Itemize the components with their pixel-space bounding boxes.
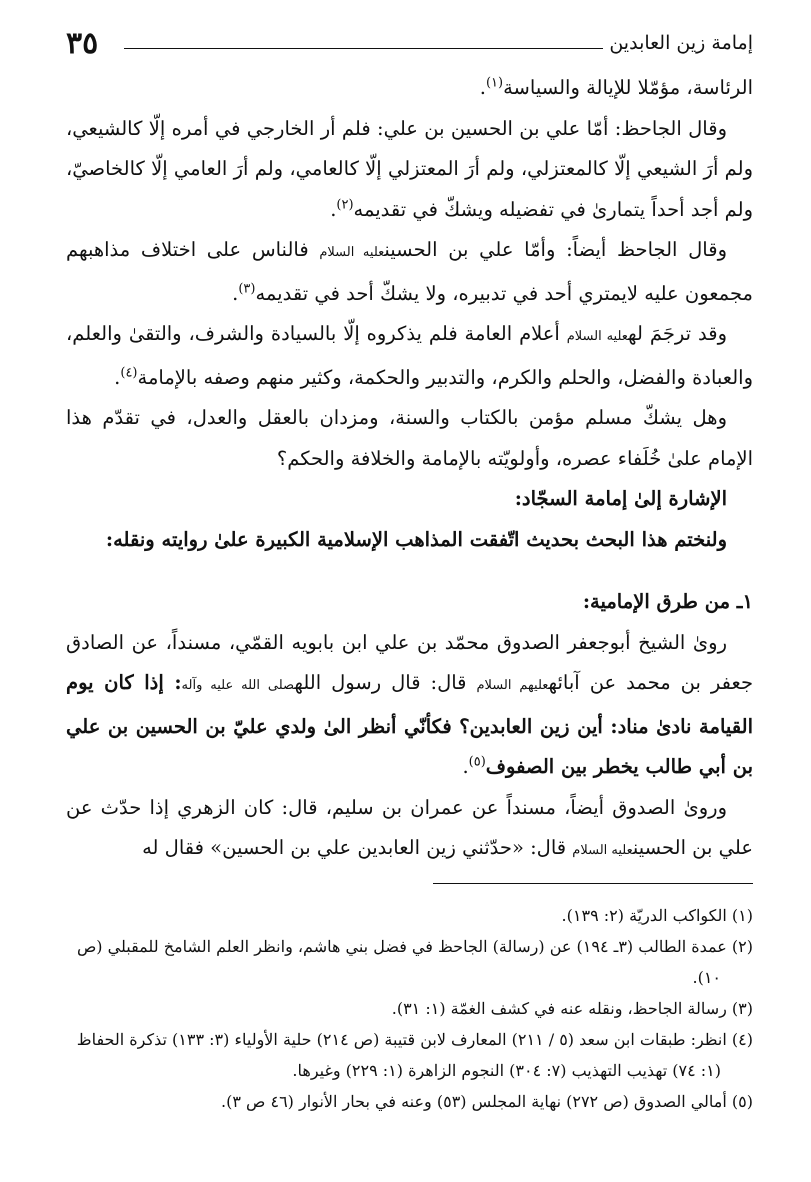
footnote-ref-5: (٥) bbox=[468, 754, 486, 770]
spacer bbox=[66, 560, 753, 582]
footnote-separator bbox=[433, 883, 753, 884]
header-rule bbox=[124, 48, 603, 49]
paragraph-2: وقال الجاحظ: أمّا علي بن الحسين بن علي: فلم أر الخارجي في أمره إلّا كالشيعي، ولم أرَ الشيعي إلّا كالمعتزلي، ولم أرَ المعتزلي إلّا كالعامي، ولم أرَ العامي إلّا كالخاصيّ، ولم أجد أحداً يتمارىٰ في تفضيله ويشكّ في تقديمه$^{(٢)}$. bbox=[66, 116, 753, 221]
paragraph-5: وهل يشكّ مسلم مؤمن بالكتاب والسنة، ومزدان بالعقل والعدل، في تقدّم هذا الإمام علىٰ خُلَفاء عصره، وأولويّته بالإمامة والخلافة والحكم؟ bbox=[66, 406, 753, 470]
book-page bbox=[66, 28, 753, 1162]
paragraph-4: وقد ترجَمَ لهعليه السلام أعلام العامة فلم يذكروه إلّا بالسيادة والشرف، والتقىٰ والعلم، والعبادة والفضل، والحلم والكرم، والتدبير والحكمة، وكثير منهم وصفه بالإمامة$^{(٤)}$. bbox=[66, 322, 753, 389]
salutation: عليه السلام bbox=[566, 329, 629, 344]
page-number: ٣٥ bbox=[66, 26, 99, 61]
section-heading: الإشارة إلىٰ إمامة السجّاد: bbox=[514, 487, 727, 510]
footnote-ref-2: (٢) bbox=[336, 197, 354, 212]
footnotes bbox=[66, 900, 753, 1117]
paragraph-8: وروىٰ الصدوق أيضاً، مسنداً عن عمران بن سليم، قال: كان الزهري إذا حدّث عن علي بن الحسينعليه السلام قال: «حدّثني زين العابدين علي بن الحسين» فقال له bbox=[66, 795, 753, 859]
salutation: عليه السلام bbox=[319, 245, 385, 260]
footnote-3: (٣) رسالة الجاحظ، ونقله عنه في كشف الغمّة (١: ٣١). bbox=[391, 999, 753, 1018]
salutation: صلى الله عليه وآله bbox=[181, 678, 295, 693]
running-title: إمامة زين العابدين bbox=[609, 32, 753, 54]
paragraph-6: ولنختم هذا البحث بحديث اتّفقت المذاهب الإسلامية الكبيرة علىٰ روايته ونقله: bbox=[105, 527, 727, 551]
footnote-ref-1: (١) bbox=[485, 75, 504, 91]
paragraph-1: الرئاسة، مؤمّلا للإيالة والسياسة$^{(١)}$. bbox=[479, 75, 753, 99]
paragraph-7: روىٰ الشيخ أبوجعفر الصدوق محمّد بن علي ابن بابويه القمّي، مسنداً، عن الصادق جعفر بن محمد عن آبائهعليهم السلام قال: قال رسول اللهصلى الله عليه وآله: إذا كان يوم القيامة نادىٰ مناد: أين زين العابدين؟ فكأنّي أنظر الىٰ ولدي عليّ بن الحسين بن علي بن أبي طالب يخطر بين الصفوف$^{(٥)}$. bbox=[66, 630, 754, 778]
footnote-2: (٢) عمدة الطالب (٣ـ ١٩٤) عن (رسالة) الجاحظ في فضل بني هاشم، وانظر العلم الشامخ للمقبلي (ص ١٠). bbox=[76, 937, 753, 987]
footnote-ref-4: (٤) bbox=[120, 365, 138, 380]
body-text bbox=[66, 68, 753, 872]
page-header bbox=[66, 28, 753, 68]
footnote-4: (٤) انظر: طبقات ابن سعد (٥ / ٢١١) المعارف لابن قتيبة (ص ٢١٤) حلية الأولياء (٣: ١٣٣) تذكرة الحفاظ (١: ٧٤) تهذيب التهذيب (٧: ٣٠٤) النجوم الزاهرة (١: ٢٢٩) وغيرها. bbox=[76, 1030, 753, 1080]
subsection-heading: ١ـ من طرق الإمامية: bbox=[582, 590, 753, 613]
footnote-ref-3: (٣) bbox=[238, 281, 256, 296]
paragraph-3: وقال الجاحظ أيضاً: وأمّا علي بن الحسينعليه السلام فالناس على اختلاف مذاهبهم مجمعون عليه لايمتري أحد في تدبيره، ولا يشكّ أحد في تقديمه$^{(٣)}$. bbox=[66, 238, 753, 305]
salutation: عليه السلام bbox=[572, 843, 633, 858]
footnote-5: (٥) أمالي الصدوق (ص ٢٧٢) نهاية المجلس (٥٣) وعنه في بحار الأنوار (٤٦ ص ٣). bbox=[221, 1092, 753, 1111]
salutation: عليهم السلام bbox=[476, 678, 549, 693]
footnote-1: (١) الكواكب الدريّة (٢: ١٣٩). bbox=[561, 906, 753, 925]
